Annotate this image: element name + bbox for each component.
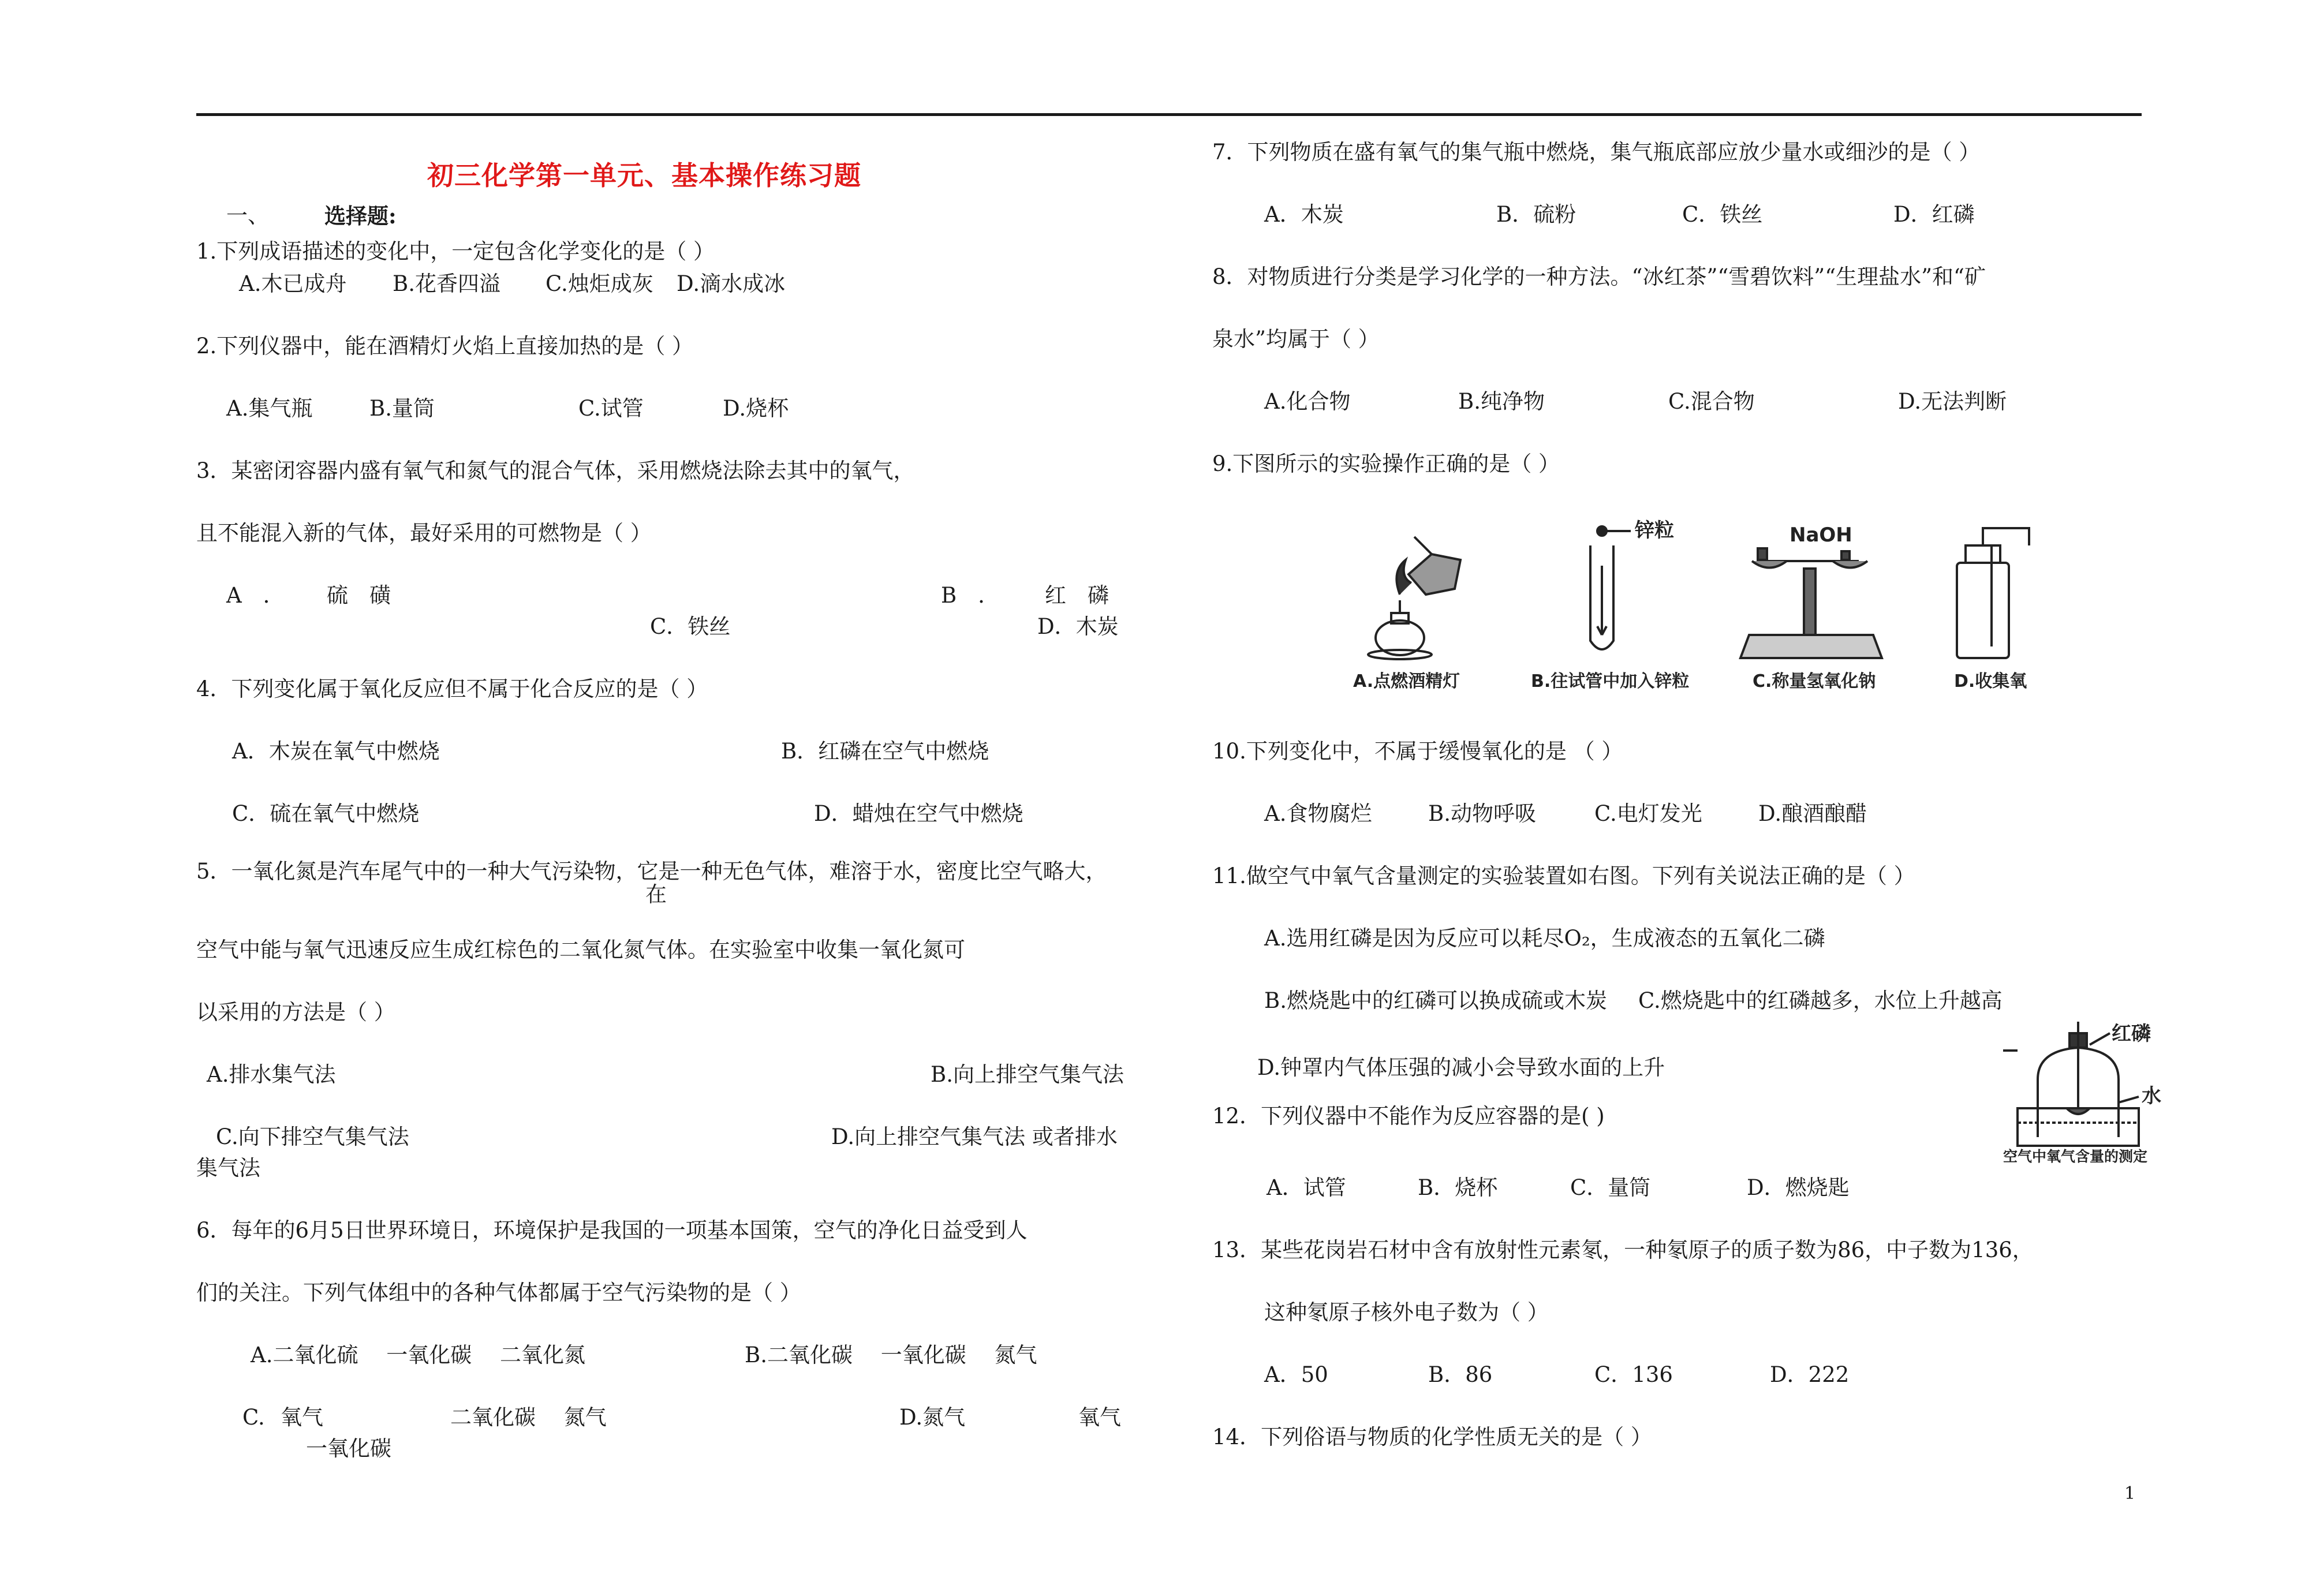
q10-option-b: B.动物呼吸 [1428, 801, 1536, 826]
zinc-label: 锌粒 [1635, 519, 1674, 542]
q10-option-a: A.食物腐烂 [1264, 801, 1372, 826]
q1-option-a: A.木已成舟 [239, 271, 347, 296]
q5-option-c: C.向下排空气集气法 [216, 1124, 409, 1149]
q1-option-b: B.花香四溢 [393, 271, 500, 296]
q8-stem-line1: 8．对物质进行分类是学习化学的一种方法。“冰红茶”“雪碧饮料”“生理盐水”和“矿 [1212, 264, 1986, 289]
q6-option-d-wrap: 一氧化碳 [306, 1436, 391, 1461]
q1-stem: 1.下列成语描述的变化中，一定包含化学变化的是（ ） [196, 239, 715, 264]
q13-stem-line1: 13．某些花岗岩石材中含有放射性元素氡，一种氡原子的质子数为86，中子数为136， [1212, 1238, 2034, 1262]
q10-option-d: D.酿酒酿醋 [1758, 801, 1867, 826]
fig-caption-d: D.收集氧 [1954, 671, 2027, 692]
red-phosphorus-label: 红磷 [2112, 1022, 2151, 1045]
q6-option-b: B.二氧化碳 一氧化碳 氮气 [745, 1343, 1037, 1367]
q8-option-c: C.混合物 [1668, 389, 1755, 414]
balance-icon [1740, 548, 1882, 658]
q4-option-c: C．硫在氧气中燃烧 [232, 801, 420, 826]
q5-stem-wrap: 在 [645, 882, 667, 907]
q3-option-b-label: B ． [941, 583, 1000, 608]
page-number: 1 [2124, 1483, 2136, 1504]
q11-figure [2003, 1016, 2176, 1166]
fig-caption-b: B.往试管中加入锌粒 [1531, 671, 1690, 692]
q4-option-b: B．红磷在空气中燃烧 [781, 739, 989, 764]
q3-option-b-text: 红 磷 [1045, 583, 1109, 608]
q8-option-d: D.无法判断 [1898, 389, 2007, 414]
q5-stem-line3: 以采用的方法是（ ） [196, 1000, 395, 1025]
water-label: 水 [2142, 1085, 2161, 1108]
naoh-label: NaOH [1790, 524, 1852, 547]
q6-stem-line2: 们的关注。下列气体组中的各种气体都属于空气污染物的是（ ） [196, 1280, 801, 1305]
q12-option-d: D．燃烧匙 [1747, 1175, 1850, 1200]
q9-stem: 9.下图所示的实验操作正确的是（ ） [1212, 451, 1560, 476]
section-heading: 选择题: [324, 203, 397, 229]
q11-option-d: D.钟罩内气体压强的减小会导致水面的上升 [1257, 1055, 1665, 1080]
q14-stem: 14．下列俗语与物质的化学性质无关的是（ ） [1212, 1425, 1652, 1449]
q8-option-a: A.化合物 [1264, 389, 1351, 414]
q12-option-a: A．试管 [1267, 1175, 1346, 1200]
q2-stem: 2.下列仪器中，能在酒精灯火焰上直接加热的是（ ） [196, 334, 694, 358]
q6-stem-line1: 6．每年的6月5日世界环境日，环境保护是我国的一项基本国策，空气的净化日益受到人 [196, 1218, 1028, 1243]
q1-option-d: D.滴水成冰 [677, 271, 786, 296]
q11-figure-caption: 空气中氧气含量的测定 [2003, 1148, 2148, 1165]
q12-option-c: C．量筒 [1570, 1175, 1651, 1200]
q13-option-a: A．50 [1264, 1362, 1328, 1387]
section-number: 一、 [226, 203, 269, 228]
q6-option-a: A.二氧化硫 一氧化碳 二氧化氮 [251, 1343, 586, 1367]
q3-option-a-text: 硫 磺 [327, 583, 391, 608]
q3-option-a-label: A ． [226, 583, 285, 608]
q8-stem-line2: 泉水”均属于（ ） [1212, 327, 1380, 352]
q2-option-d: D.烧杯 [723, 396, 789, 421]
q5-option-d: D.向上排空气集气法 或者排水 [831, 1124, 1118, 1149]
q13-option-d: D．222 [1770, 1362, 1850, 1387]
fig-caption-c: C.称量氢氧化钠 [1753, 671, 1876, 692]
q5-option-a: A.排水集气法 [207, 1062, 336, 1087]
alcohol-lamp-icon [1368, 537, 1460, 659]
q7-option-c: C．铁丝 [1682, 202, 1763, 227]
q1-option-c: C.烛炬成灰 [546, 271, 653, 296]
q6-option-c-part2: 二氧化碳 氮气 [450, 1405, 607, 1430]
q12-stem: 12．下列仪器中不能作为反应容器的是( ) [1212, 1104, 1605, 1128]
q13-option-c: C．136 [1594, 1362, 1673, 1387]
q11-option-b: B.燃烧匙中的红磷可以换成硫或木炭 [1264, 988, 1607, 1013]
q6-option-c-label: C. [242, 1405, 265, 1430]
q8-option-b: B.纯净物 [1458, 389, 1545, 414]
gas-bottle-icon [1957, 528, 2029, 658]
q6-option-d-part1: 氧气 [1078, 1405, 1121, 1430]
q3-stem-line2: 且不能混入新的气体，最好采用的可燃物是（ ） [196, 521, 652, 545]
q11-option-c: C.燃烧匙中的红磷越多，水位上升越高 [1638, 988, 2003, 1013]
q5-stem-line1: 5．一氧化氮是汽车尾气中的一种大气污染物，它是一种无色气体，难溶于水，密度比空气略大， [196, 859, 1107, 884]
q5-option-b: B.向上排空气集气法 [931, 1062, 1124, 1087]
q3-option-d: D．木炭 [1037, 614, 1119, 639]
q10-stem: 10.下列变化中，不属于缓慢氧化的是 （ ） [1212, 739, 1623, 764]
q3-option-c: C．铁丝 [650, 614, 731, 639]
q2-option-b: B.量筒 [369, 396, 435, 421]
fig-caption-a: A.点燃酒精灯 [1353, 671, 1460, 692]
q7-option-a: A．木炭 [1264, 202, 1344, 227]
q12-option-b: B．烧杯 [1418, 1175, 1498, 1200]
top-rule [196, 113, 2142, 116]
test-tube-icon [1590, 526, 1631, 649]
q4-stem: 4．下列变化属于氧化反应但不属于化合反应的是（ ） [196, 676, 708, 701]
q9-figure [1345, 519, 2055, 693]
q13-stem-line2: 这种氡原子核外电子数为（ ） [1264, 1300, 1549, 1325]
q2-option-a: A.集气瓶 [226, 396, 313, 421]
q5-option-d-wrap: 集气法 [196, 1156, 260, 1180]
q10-option-c: C.电灯发光 [1594, 801, 1702, 826]
q6-option-d-label: D.氮气 [899, 1405, 966, 1430]
q11-option-a: A.选用红磷是因为反应可以耗尽O₂，生成液态的五氧化二磷 [1264, 926, 1825, 951]
q2-option-c: C.试管 [578, 396, 644, 421]
q5-stem-line2: 空气中能与氧气迅速反应生成红棕色的二氧化氮气体。在实验室中收集一氧化氮可 [196, 937, 965, 962]
q7-stem: 7．下列物质在盛有氧气的集气瓶中燃烧，集气瓶底部应放少量水或细沙的是（ ） [1212, 140, 1981, 165]
q4-option-d: D．蜡烛在空气中燃烧 [814, 801, 1023, 826]
q6-option-c-part1: 氧气 [281, 1405, 323, 1430]
q3-stem-line1: 3．某密闭容器内盛有氧气和氮气的混合气体，采用燃烧法除去其中的氧气， [196, 458, 915, 483]
q13-option-b: B．86 [1428, 1362, 1493, 1387]
page-title: 初三化学第一单元、基本操作练习题 [427, 160, 861, 191]
q11-stem: 11.做空气中氧气含量测定的实验装置如右图。下列有关说法正确的是（ ） [1212, 864, 1915, 888]
q7-option-b: B．硫粉 [1496, 202, 1576, 227]
q7-option-d: D．红磷 [1893, 202, 1975, 227]
q4-option-a: A．木炭在氧气中燃烧 [232, 739, 440, 764]
